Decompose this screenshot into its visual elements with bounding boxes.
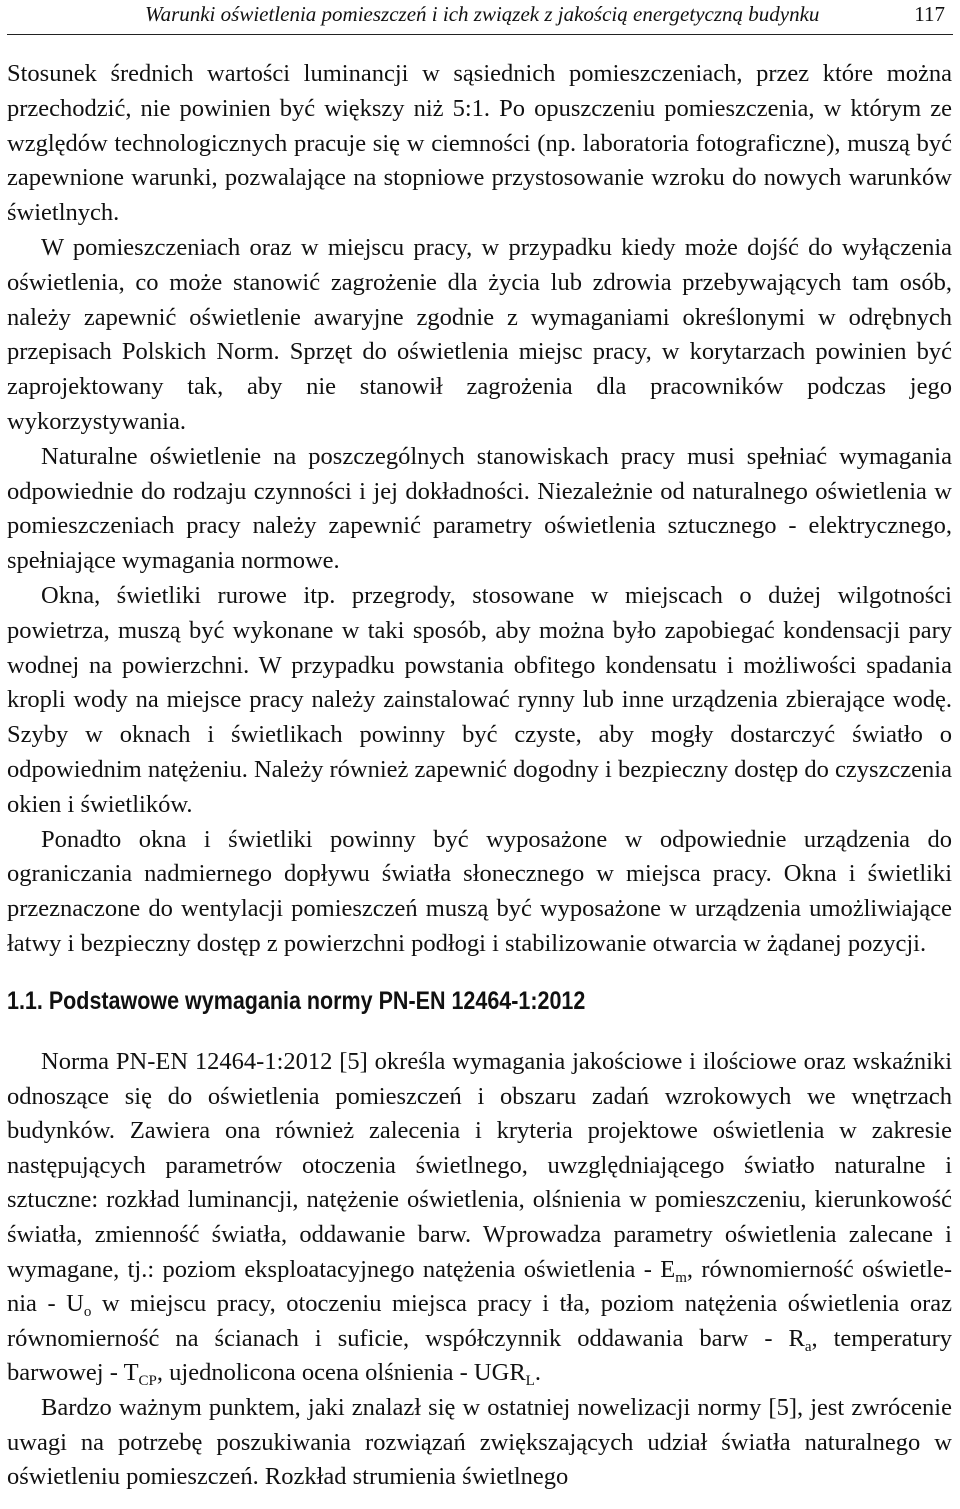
- norm-text-c: w miejscu pracy, otoczeniu miejsca pracy i tła, poziom natężenia oświetlenia oraz równomierność na ścianach i suficie, współczynnik oddawania barw - R: [7, 1290, 952, 1352]
- paragraph-windows-devices: Ponadto okna i świetliki powinny być wyposażone w odpowiednie urządzenia do ograniczania nadmiernego dopływu światła słonecznego w miejsca pracy. Okna i świetliki przeznaczone do wentylacji pomieszczeń muszą być wyposażone w urządzenia umożliwiające łatwy i bezpieczny dostęp z powierzchni podłogi i stabilizowanie otwarcia w żądanej pozycji.: [7, 825, 952, 957]
- paragraph-windows-condensation: Okna, świetliki rurowe itp. przegrody, stosowane w miejscach o dużej wilgotności powietrza, muszą być wykonane w taki sposób, aby można było zapobiegać kondensacji pary wodnej na powierzchni. W przypadku powstania obfitego kondensatu i możliwości spadania kropli wody na miejsce pracy należy zainstalować rynny lub inne urządzenia zbierające wodę. Szyby w oknach i świetlikach powinny być czyste, aby mogły dostarczyć światło o odpowiednim natężeniu. Należy również zapewnić dogodny i bezpieczny dostęp do czyszczenia okien i świetlików.: [7, 581, 952, 818]
- running-header-title: Warunki oświetlenia pomieszczeń i ich związek z jakością energetyczną budynku: [145, 2, 820, 26]
- norm-text-b: , równomierność oświetlenia - U: [7, 1255, 953, 1318]
- subscript-l: L: [525, 1373, 535, 1390]
- section-text: [7, 1045, 952, 1495]
- norm-text-d: , temperatury barwowej - T: [7, 1324, 952, 1387]
- subscript-o: o: [83, 1304, 92, 1321]
- subscript-a: a: [804, 1338, 812, 1355]
- body-text: [7, 57, 952, 962]
- page-number: 117: [914, 2, 945, 26]
- subscript-cp: CP: [138, 1373, 157, 1390]
- norm-text-e: , ujednolicona ocena olśnienia - UGR: [156, 1359, 526, 1387]
- norm-text-a: Norma PN-EN 12464-1:2012 [5] określa wymagania jakościowe i ilościowe oraz wskaźniki odnoszące się do oświetlenia pomieszczeń i obszaru zadań wzrokowych we wnętrzach budynków. Zawiera ona również zalecenia i kryteria projektowe oświetlenia w zakresie następujących parametrów otoczenia świetlnego, uwzględniającego światło naturalne i sztuczne: rozkład luminancji, natężenie oświetlenia, olśnienia w pomieszczeniu, kierunkowość światła, zmienność światła, oddawanie barw. Wprowadza parametry oświetlenia zalecane i wymagane, tj.: poziom eksploatacyjnego natężenia oświetlenia - E: [7, 1048, 952, 1283]
- paragraph-luminance-ratio: Stosunek średnich wartości luminancji w sąsiednich pomieszczeniach, przez które można przechodzić, nie powinien być większy niż 5:1. Po opuszczeniu pomieszczenia, w którym ze względów technologicznych pracuje się w ciemności (np. laboratoria fotograficzne), muszą być zapewnione warunki, pozwalające na stopniowe przystosowanie wzroku do nowych warunków świetlnych.: [7, 60, 952, 227]
- norm-text-f: .: [534, 1359, 541, 1387]
- paragraph-emergency-lighting: W pomieszczeniach oraz w miejscu pracy, w przypadku kiedy może dojść do wyłączenia oświetlenia, co może stanowić zagrożenie dla życia lub zdrowia przebywających tam osób, należy zapewnić oświetlenie awaryjne zgodnie z wymaganiami określonymi w odrębnych przepisach Polskich Norm. Sprzęt do oświetlenia miejsc pracy, w korytarzach powinien być zaprojektowany tak, aby nie stanowił zagrożenia dla pracowników podczas jego wykorzystywania.: [7, 233, 952, 435]
- running-header: [7, 0, 953, 35]
- paragraph-natural-lighting: Naturalne oświetlenie na poszczególnych stanowiskach pracy musi spełniać wymagania odpowiednie do rodzaju czynności i jej dokładności. Niezależnie od naturalnego oświetlenia w pomieszczeniach pracy należy zapewnić parametry oświetlenia sztucznego - elektrycznego, spełniające wymagania normowe.: [7, 442, 952, 575]
- section-heading: 1.1. Podstawowe wymagania normy PN-EN 12464-1:2012: [7, 987, 586, 1015]
- subscript-m: m: [675, 1269, 687, 1286]
- paragraph-daylight-importance: Bardzo ważnym punktem, jaki znalazł się w ostatniej nowelizacji normy [5], jest zwrócenie uwagi na potrzebę poszukiwania rozwiązań zwiększających udział światła naturalnego w oświetleniu pomieszczeń. Rozkład strumienia świetlnego: [7, 1393, 952, 1491]
- paragraph-norm-description: [7, 1045, 952, 1391]
